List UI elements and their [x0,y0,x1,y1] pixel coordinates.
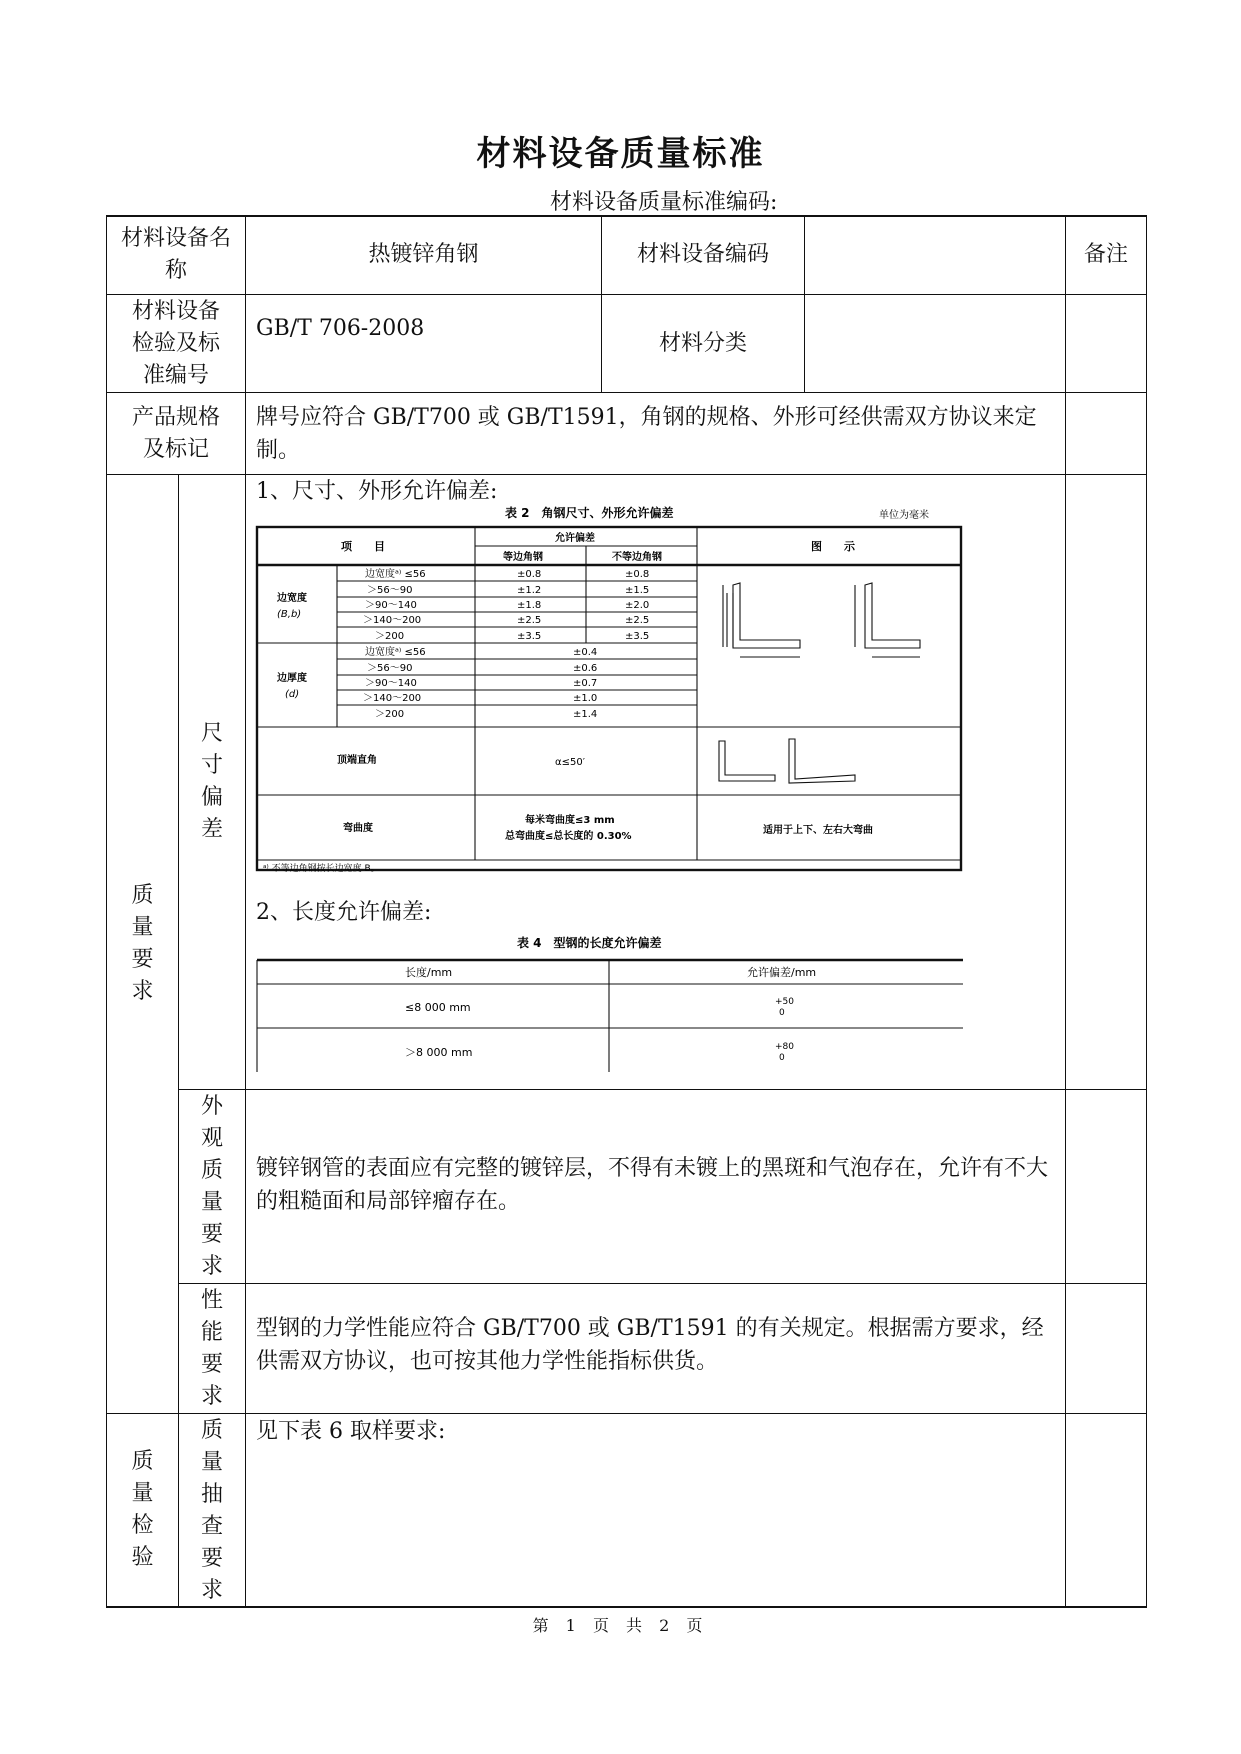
remark-label: 备注 [1083,242,1128,267]
material-name-value: 热镀锌角钢 [368,242,479,267]
category-label: 材料分类 [658,330,747,356]
performance-text: 型钢的力学性能应符合 GB/T700 或 GB/T1591 的有关规定。根据需方要求，经供需双方协议，也可按其他力学性能指标供货。 [256,1316,1044,1374]
rule [1146,215,1147,1607]
document-title: 材料设备质量标准 [476,134,765,174]
table2-unequal-header: 不等边角钢 [612,552,662,563]
size-deviation-label: 尺寸偏差 [200,721,223,842]
spec-label: 产品规格及标记 [131,404,220,462]
quality-inspection-label: 质量检验 [131,1449,154,1570]
table4-lower-2: 0 [779,1053,785,1063]
rule [245,215,246,1607]
spec-text: 牌号应符合 GB/T700 或 GB/T1591，角钢的规格、外形可经供需双方协议来定制。 [256,405,1037,463]
angle-diagram-unequal [855,583,920,657]
thick-range-2: ＞56～90 [367,663,413,674]
right-angle-value: α≤50′ [555,757,585,768]
table4-upper-1: +50 [775,997,794,1007]
thick-range-1: 边宽度ᵃ⁾ ≤56 [365,647,426,658]
material-code-value [805,216,1065,294]
width-range-4: ＞140～200 [363,615,422,626]
table4-length-2: ＞8 000 mm [405,1046,473,1059]
thick-value-5: ±1.4 [573,709,598,720]
width-unequal-2: ±1.5 [625,585,650,596]
width-range-2: ＞56～90 [367,585,413,596]
length-heading: 2、长度允许偏差: [256,900,432,925]
width-unequal-3: ±2.0 [625,600,650,611]
table4-length-1: ≤8 000 mm [405,1001,471,1014]
width-unequal-1: ±0.8 [625,569,650,580]
thick-value-1: ±0.4 [573,647,598,658]
rule [106,1413,1147,1414]
width-range-3: ＞90～140 [365,600,417,611]
material-name-label: 材料设备名称 [121,226,232,283]
table4-figure [255,932,965,1082]
width-equal-2: ±1.2 [517,585,542,596]
thick-range-3: ＞90～140 [365,678,417,689]
width-symbol: (B,b) [277,609,302,620]
table2-item-header: 项 目 [341,540,385,553]
width-range-5: ＞200 [375,631,405,642]
width-range-1: 边宽度ᵃ⁾ ≤56 [365,569,426,580]
thick-value-2: ±0.6 [573,663,598,674]
thick-value-3: ±0.7 [573,678,598,689]
thickness-label: 边厚度 [277,673,307,684]
sampling-label: 质量抽查要求 [200,1418,223,1603]
width-unequal-4: ±2.5 [625,615,650,626]
rule [178,1089,1147,1090]
bend-value-1: 每米弯曲度≤3 mm [525,815,615,826]
width-label: 边宽度 [277,593,307,604]
right-angle-label: 顶端直角 [337,755,377,766]
thick-range-5: ＞200 [375,709,405,720]
thickness-symbol: (d) [285,689,300,700]
rule [178,474,179,1607]
quality-requirement-label: 质量要求 [131,883,154,1004]
standard-number-value: GB/T 706-2008 [256,316,425,341]
table2-footnote: ᵃ⁾ 不等边角钢按长边宽度 B。 [263,864,380,874]
width-equal-1: ±0.8 [517,569,542,580]
category-value [805,295,1065,392]
rule [106,1606,1147,1608]
right-angle-diagram [719,739,855,783]
width-equal-3: ±1.8 [517,600,542,611]
rule [1065,215,1066,1607]
width-unequal-5: ±3.5 [625,631,650,642]
bend-label: 弯曲度 [343,823,373,834]
rule [178,1283,1147,1284]
bend-note: 适用于上下、左右大弯曲 [763,825,873,836]
width-equal-5: ±3.5 [517,631,542,642]
table2-unit: 单位为毫米 [879,510,929,521]
performance-label: 性能要求 [200,1288,223,1409]
thick-value-4: ±1.0 [573,693,598,704]
table4-length-header: 长度/mm [405,966,453,979]
page-footer: 第 1 页 共 2 页 [532,1616,709,1635]
table4-caption: 表 4 型钢的长度允许偏差 [517,936,662,950]
table2-caption: 表 2 角钢尺寸、外形允许偏差 [505,506,674,520]
appearance-label: 外观质量要求 [200,1094,223,1279]
table2-equal-header: 等边角钢 [503,552,543,563]
size-heading: 1、尺寸、外形允许偏差: [256,479,498,504]
table2-tolerance-header: 允许偏差 [555,533,595,544]
table4-tolerance-header: 允许偏差/mm [747,966,817,979]
sampling-text: 见下表 6 取样要求: [256,1419,446,1444]
table2-figure-header: 图 示 [811,540,855,553]
appearance-text: 镀锌钢管的表面应有完整的镀锌层，不得有未镀上的黑斑和气泡存在，允许有不大的粗糙面和局部锌瘤存在。 [256,1156,1049,1214]
material-code-label: 材料设备编码 [636,242,769,267]
bend-value-2: 总弯曲度≤总长度的 0.30% [505,831,632,842]
angle-diagram-equal [723,583,800,657]
table4-lower-1: 0 [779,1008,785,1018]
standard-code-label: 材料设备质量标准编码: [550,190,778,215]
rule [106,392,1147,393]
table2-figure [255,505,965,890]
standard-number-label: 材料设备检验及标准编号 [131,298,220,388]
thick-range-4: ＞140～200 [363,693,422,704]
table4-upper-2: +80 [775,1042,794,1052]
width-equal-4: ±2.5 [517,615,542,626]
